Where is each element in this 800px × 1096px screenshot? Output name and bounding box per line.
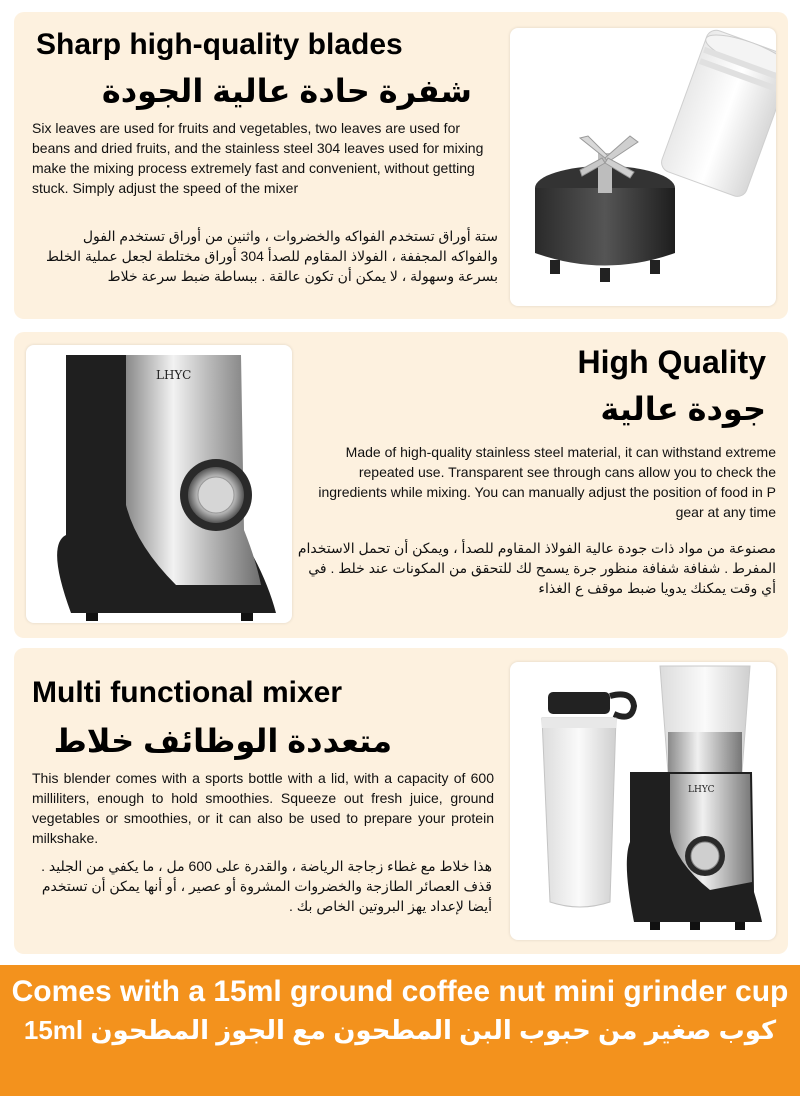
blades-description-en: Six leaves are used for fruits and vegetables, two leaves are used for beans and dried fruits, and the stainless steel 304 leaves used for mixing make the mixing process extremely fast and convenient, without getting stuck. Simply adjust the speed of the mixer — [32, 120, 484, 196]
quality-title-ar: جودة عالية — [600, 391, 766, 427]
mixer-title-ar: متعددة الوظائف خلاط — [53, 723, 392, 759]
banner-title-en: Comes with a 15ml ground coffee nut mini grinder cup — [11, 975, 789, 1008]
grinder-cup-banner — [0, 965, 800, 1096]
mixer-description-ar: هذا خلاط مع غطاء زجاجة الرياضة ، والقدرة على 600 مل ، ما يكفي من الجليد . قذف العصائر الطازجة والخضروات المشروة أو عصير ، أو أنها يمكن أن تستخدم أيضا لإعداد يهز البروتين الخاص بك . — [41, 858, 492, 914]
blender-with-bottle-image — [510, 662, 776, 940]
blender-brand-logo: LHYC — [156, 368, 192, 382]
blade-assembly-image — [510, 28, 776, 306]
blades-title-ar: شفرة حادة عالية الجودة — [101, 73, 472, 109]
blender-brand-logo-small: LHYC — [688, 785, 715, 795]
banner-title-ar: كوب صغير من حبوب البن المطحون مع الجوز المطحون 15ml — [23, 1015, 777, 1045]
blades-title-en: Sharp high-quality blades — [36, 28, 403, 61]
section-multi-functional — [14, 648, 788, 954]
quality-description-ar: مصنوعة من مواد ذات جودة عالية الفولاذ المقاوم للصدأ ، ويمكن أن تحمل الاستخدام المفرط . شفافة شفافة منظور جرة يسمح لك للتحقق من المكونات عند خلط . في أي وقت يمكنك يدويا ضبط موقف ع الغذاء — [297, 540, 776, 596]
quality-title-en: High Quality — [577, 344, 766, 380]
mixer-description-en: This blender comes with a sports bottle with a lid, with a capacity of 600 milliliters, enough to hold smoothies. Squeeze out fresh juice, ground vegetables or smoothies, or it can also be used to prepare your protein milkshake. — [32, 770, 494, 846]
section-high-quality — [14, 332, 788, 638]
section-blades — [14, 12, 788, 319]
blades-description-ar: ستة أوراق تستخدم الفواكه والخضروات ، واثنين من أوراق تستخدم الفول والفواكه المجففة ، الفولاذ المقاوم للصدأ 304 أوراق مختلطة لجعل عملية الخلط بسرعة وسهولة ، لا يمكن أن تكون عالقة . ببساطة ضبط سرعة خلاط — [45, 228, 498, 284]
quality-description-en: Made of high-quality stainless steel material, it can withstand extreme repeated use. Transparent see through cans allow you to check the ingredients while mixing. You can manually adjust the position of food in P gear at any time — [318, 444, 776, 520]
mixer-title-en: Multi functional mixer — [32, 676, 343, 709]
blender-base-image — [26, 345, 292, 623]
